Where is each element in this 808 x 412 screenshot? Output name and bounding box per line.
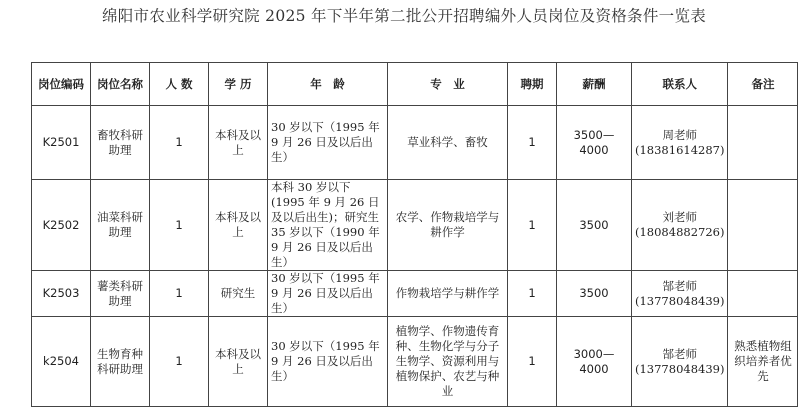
header-major: 专 业 (388, 63, 508, 106)
table-row (32, 317, 798, 407)
cell-education: 本科及以上 (209, 317, 268, 407)
cell-major: 草业科学、畜牧 (388, 106, 508, 180)
cell-term: 1 (508, 317, 557, 407)
table-row (32, 180, 798, 271)
positions-table (31, 62, 798, 407)
cell-major: 农学、作物栽培学与耕作学 (388, 180, 508, 271)
cell-code: k2504 (32, 317, 91, 407)
header-education: 学 历 (209, 63, 268, 106)
cell-term: 1 (508, 271, 557, 317)
cell-note (728, 106, 798, 180)
header-count: 人 数 (150, 63, 209, 106)
cell-note (728, 271, 798, 317)
header-salary: 薪酬 (557, 63, 632, 106)
cell-note (728, 180, 798, 271)
cell-name: 薯类科研助理 (91, 271, 150, 317)
table-row (32, 106, 798, 180)
table-header-row (32, 63, 798, 106)
header-contact: 联系人 (632, 63, 728, 106)
header-term: 聘期 (508, 63, 557, 106)
cell-count: 1 (150, 180, 209, 271)
table-row (32, 271, 798, 317)
cell-salary: 3500 (557, 180, 632, 271)
header-name: 岗位名称 (91, 63, 150, 106)
cell-code: K2501 (32, 106, 91, 180)
cell-age: 30 岁以下（1995 年 9 月 26 日及以后出生） (268, 317, 388, 407)
cell-education: 研究生 (209, 271, 268, 317)
cell-code: K2503 (32, 271, 91, 317)
cell-major: 植物学、作物遗传育种、生物化学与分子生物学、资源利用与植物保护、农艺与种业 (388, 317, 508, 407)
cell-note: 熟悉植物组织培养者优先 (728, 317, 798, 407)
cell-salary: 3500—4000 (557, 106, 632, 180)
cell-contact: 郜老师(13778048439) (632, 317, 728, 407)
cell-salary: 3000—4000 (557, 317, 632, 407)
cell-name: 生物育种科研助理 (91, 317, 150, 407)
cell-age: 30 岁以下（1995 年 9 月 26 日及以后出生） (268, 271, 388, 317)
cell-salary: 3500 (557, 271, 632, 317)
cell-education: 本科及以上 (209, 180, 268, 271)
cell-code: K2502 (32, 180, 91, 271)
cell-age: 30 岁以下（1995 年 9 月 26 日及以后出生） (268, 106, 388, 180)
cell-contact: 郜老师(13778048439) (632, 271, 728, 317)
cell-count: 1 (150, 317, 209, 407)
cell-contact: 周老师(18381614287) (632, 106, 728, 180)
cell-education: 本科及以上 (209, 106, 268, 180)
cell-name: 畜牧科研助理 (91, 106, 150, 180)
header-age: 年 龄 (268, 63, 388, 106)
cell-term: 1 (508, 106, 557, 180)
cell-age: 本科 30 岁以下(1995 年 9 月 26 日及以后出生)；研究生 35 岁以下（1990 年 9 月 26 日及以后出生） (268, 180, 388, 271)
cell-major: 作物栽培学与耕作学 (388, 271, 508, 317)
cell-count: 1 (150, 106, 209, 180)
document-title: 绵阳市农业科学研究院 2025 年下半年第二批公开招聘编外人员岗位及资格条件一览表 (101, 7, 707, 25)
cell-contact: 刘老师(18084882726) (632, 180, 728, 271)
cell-term: 1 (508, 180, 557, 271)
cell-count: 1 (150, 271, 209, 317)
header-code: 岗位编码 (32, 63, 91, 106)
cell-name: 油菜科研助理 (91, 180, 150, 271)
header-note: 备注 (728, 63, 798, 106)
